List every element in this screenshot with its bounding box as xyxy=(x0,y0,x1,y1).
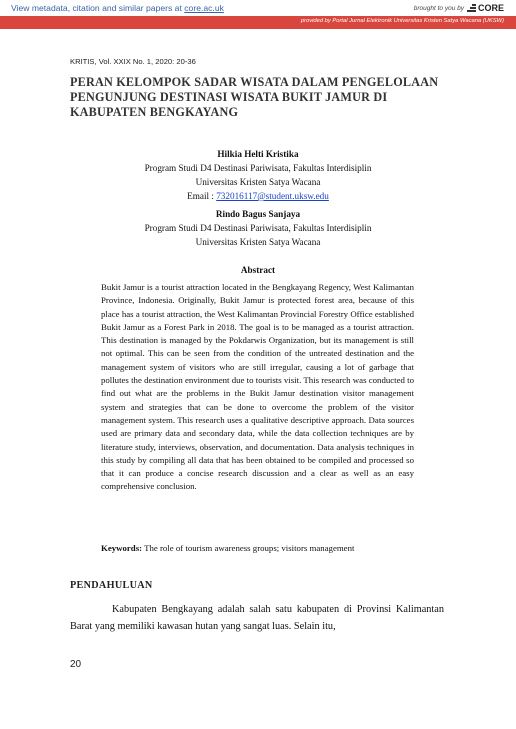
author-email-line xyxy=(0,189,516,203)
provider-text[interactable]: provided by Portal Jurnal Elektronik Universitas Kristen Satya Wacana (UKSW) xyxy=(300,18,504,24)
author-name-2: Rindo Bagus Sanjaya xyxy=(215,209,301,219)
page-number: 20 xyxy=(70,659,82,670)
keywords-text: The role of tourism awareness groups; visitors management xyxy=(144,543,355,553)
keywords-label: Keywords: xyxy=(101,543,143,553)
core-brand xyxy=(414,3,504,13)
author-affiliation-1: Program Studi D4 Destinasi Pariwisata, Fakultas Interdisiplin xyxy=(144,163,372,173)
body-paragraph xyxy=(70,601,444,635)
body-paragraph-text: Kabupaten Bengkayang adalah salah satu kabupaten di Provinsi Kalimantan Barat yang memiliki kawasan hutan yang sangat luas. Selain itu, xyxy=(70,604,444,632)
email-label: Email : xyxy=(187,191,214,201)
core-metadata-label: View metadata, citation and similar papers at xyxy=(11,3,182,13)
journal-reference: KRITIS, Vol. XXIX No. 1, 2020: 20-36 xyxy=(70,57,196,66)
abstract-text: Bukit Jamur is a tourist attraction located in the Bengkayang Regency, West Kalimantan Province, Indonesia. Originally, Bukit Jamur is protected forest area, because of this place has a tourist attraction, the West Kalimantan Provincial Forestry Office established Bukit Jamur as a Forest Park in 2018. The goal is to be managed as a tourist attraction. This destination is managed by the Pokdarwis Organization, but its management is still not optimal. This can be seen from the condition of the untreated destination and the management system of visitors who are still irregular, causing a lot of garbage that pollutes the destination environment due to tourists visit. This research was conducted to find out what are the problems in the Bukit Jamur destination visitor management system and strategies that can be done to overcome the problem of the visitor management system. This research uses a qualitative descriptive approach. Data sources used are primary data and secondary data, while the data collection techniques are by literature study, interviews, observation, and documentation. Data analysis techniques in this study by compiling all data that has been obtained to be compiled and processed so that it can produce a concise research discussion and a clear as well as an easy comprehensive conclusion. xyxy=(101,282,414,492)
section-heading: PENDAHULUAN xyxy=(70,580,153,591)
core-metadata-text xyxy=(11,3,224,13)
brought-by-label: brought to you by xyxy=(413,4,464,12)
core-logo[interactable] xyxy=(467,3,504,13)
author-email-link[interactable]: 732016117@student.uksw.edu xyxy=(216,191,329,201)
author-university-1: Universitas Kristen Satya Wacana xyxy=(195,177,321,187)
core-logo-icon xyxy=(467,3,476,13)
author-name-1: Hilkia Helti Kristika xyxy=(217,149,299,159)
paper-title: PERAN KELOMPOK SADAR WISATA DALAM PENGELOLAAN PENGUNJUNG DESTINASI WISATA BUKIT JAMUR DI KABUPATEN BENGKAYANG xyxy=(70,75,439,119)
abstract-heading: Abstract xyxy=(240,265,276,275)
core-banner xyxy=(0,0,516,16)
core-logo-text: CORE xyxy=(477,3,504,13)
author-affiliation-2: Program Studi D4 Destinasi Pariwisata, Fakultas Interdisiplin xyxy=(144,223,372,233)
keywords-line xyxy=(101,543,431,553)
core-link[interactable]: core.ac.uk xyxy=(184,3,224,13)
author-university-2: Universitas Kristen Satya Wacana xyxy=(195,237,321,247)
